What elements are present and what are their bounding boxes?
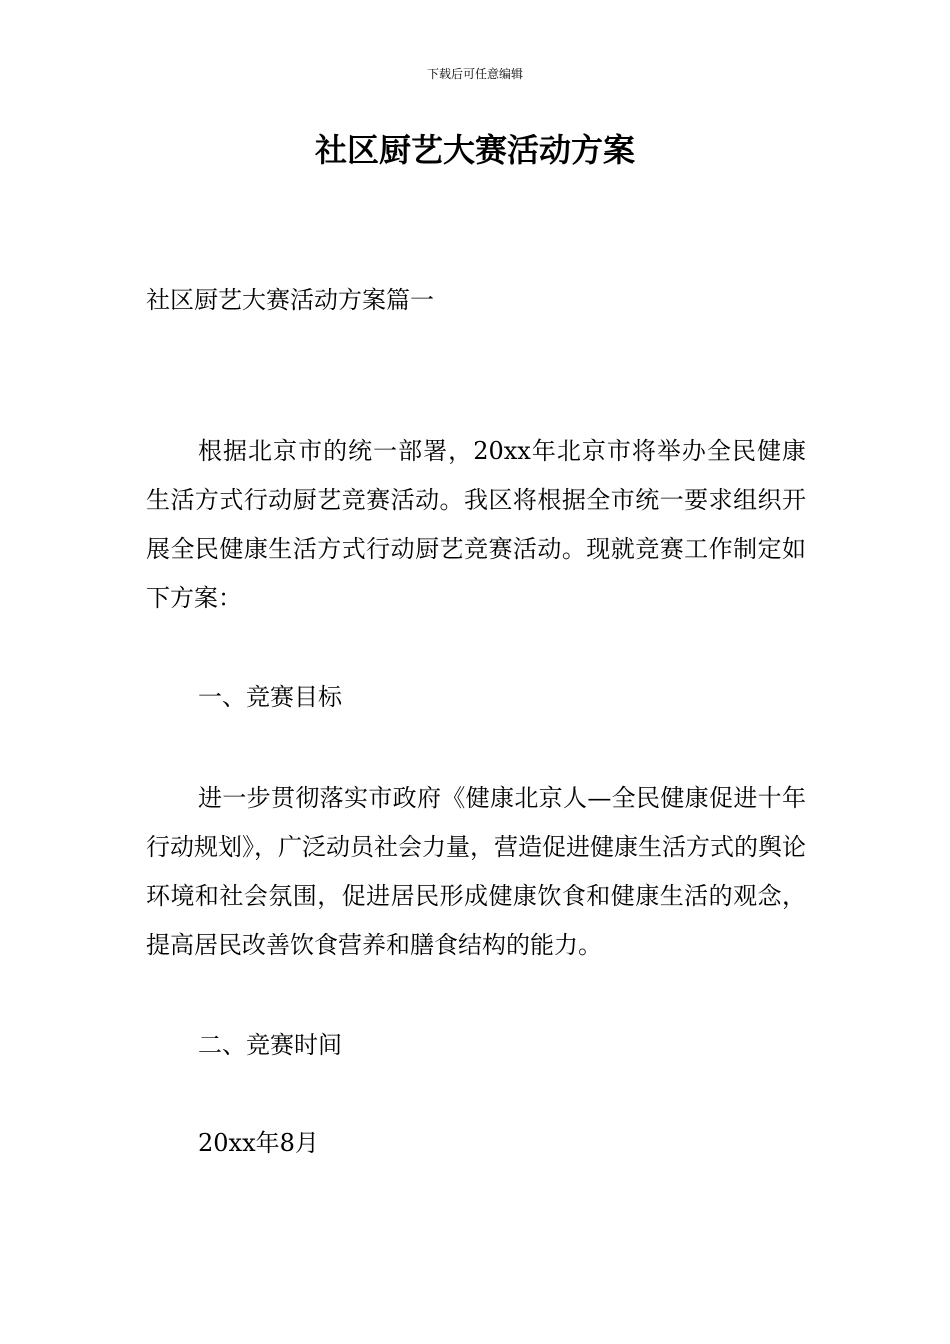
competition-date: 20xx年8月 <box>198 1129 319 1157</box>
heading-competition-goal: 一、竞赛目标 <box>198 683 342 711</box>
goal-paragraph: 进一步贯彻落实市政府《健康北京人—全民健康促进十年行动规划》，广泛动员社会力量，营造促进健康生活方式的舆论环境和社会氛围，促进居民形成健康饮食和健康生活的观念，提高居民改善饮食营养和膳食结构的能力。 <box>146 784 806 959</box>
intro-paragraph: 根据北京市的统一部署，20xx年北京市将举办全民健康生活方式行动厨艺竞赛活动。我区将根据全市统一要求组织开展全民健康生活方式行动厨艺竞赛活动。现就竞赛工作制定如下方案： <box>146 437 806 612</box>
document-title: 社区厨艺大赛活动方案 <box>314 131 635 169</box>
section-heading: 社区厨艺大赛活动方案篇一 <box>146 286 434 314</box>
header-note: 下载后可任意编辑 <box>426 67 523 81</box>
heading-competition-time: 二、竞赛时间 <box>198 1031 342 1059</box>
